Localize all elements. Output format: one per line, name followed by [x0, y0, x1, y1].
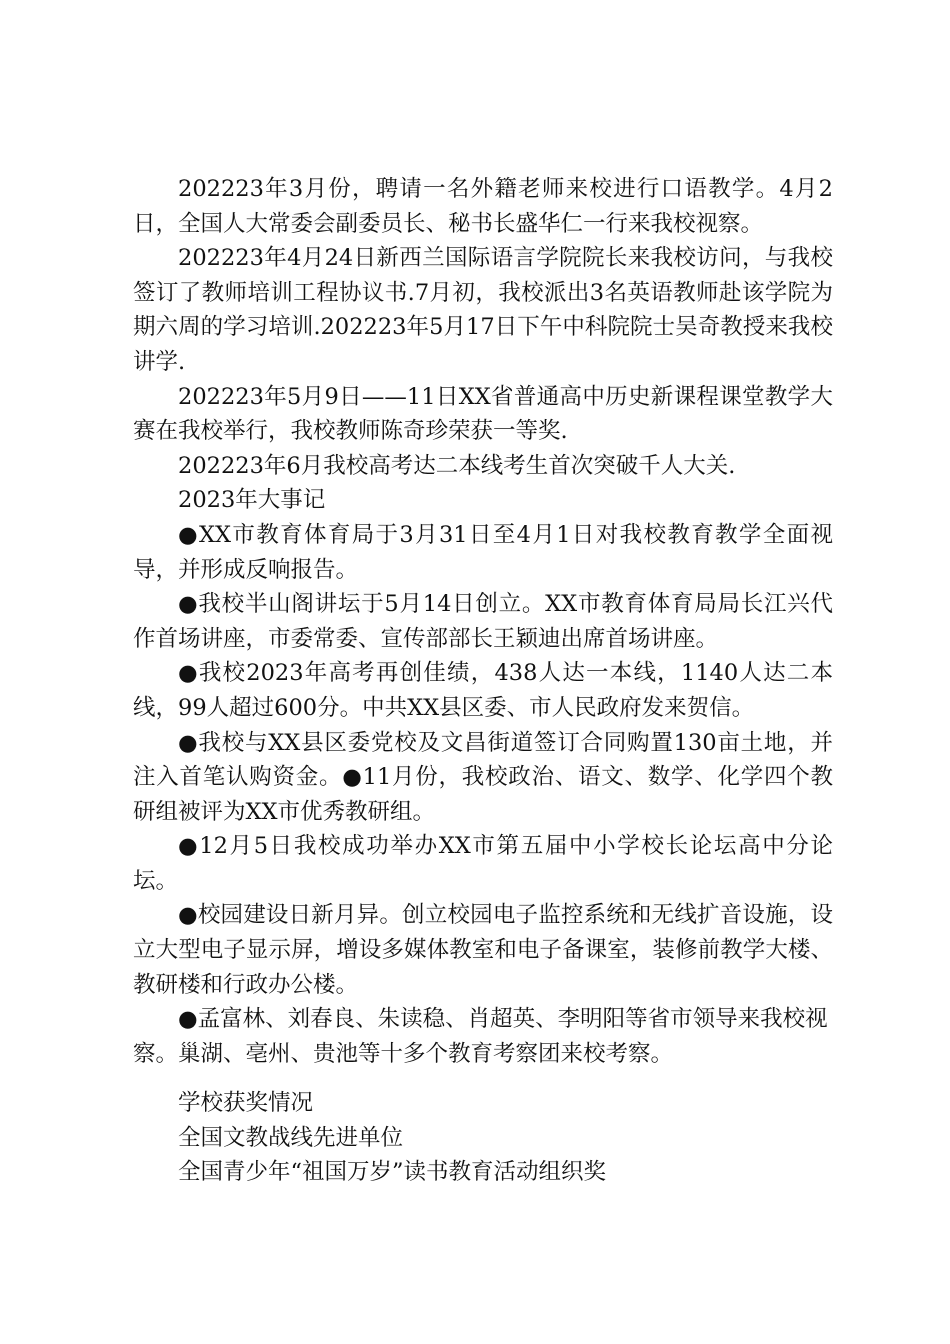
award-item-2: 全国青少年“祖国万岁”读书教育活动组织奖: [178, 1159, 607, 1186]
document-body: [133, 172, 833, 1071]
event-item-6: ●校园建设日新月异。创立校园电子监控系统和无线扩音设施，设立大型电子显示屏，增设多媒体教室和电子备课室，装修前教学大楼、教研楼和行政办公楼。: [133, 902, 833, 998]
paragraph-3: 202223年5月9日——11日XX省普通高中历史新课程课堂教学大赛在我校举行，我校教师陈奇珍荣获一等奖.: [133, 383, 833, 445]
event-item-7: ●孟富林、刘春良、朱读稳、肖超英、李明阳等省市领导来我校视察。巢湖、亳州、贵池等十多个教育考察团来校考察。: [133, 1006, 828, 1067]
event-item-3: ●我校2023年高考再创佳绩，438人达一本线，1140人达二本线，99人超过600分。中共XX县区委、市人民政府发来贺信。: [133, 660, 833, 721]
award-item-1: 全国文教战线先进单位: [178, 1124, 404, 1151]
event-item-4: ●我校与XX县区委党校及文昌街道签订合同购置130亩土地，并注入首笔认购资金。●11月份，我校政治、语文、数学、化学四个教研组被评为XX市优秀教研组。: [133, 729, 833, 825]
event-item-2: ●我校半山阁讲坛于5月14日创立。XX市教育体育局局长江兴代作首场讲座，市委常委、宣传部部长王颖迪出席首场讲座。: [133, 591, 833, 652]
event-item-1: ●XX市教育体育局于3月31日至4月1日对我校教育教学全面视导，并形成反响报告。: [133, 521, 833, 583]
paragraph-1: 202223年3月份，聘请一名外籍老师来校进行口语教学。4月2日，全国人大常委会副委员长、秘书长盛华仁一行来我校视察。: [133, 176, 833, 237]
awards-section: [133, 1086, 833, 1190]
event-item-5: ●12月5日我校成功举办XX市第五届中小学校长论坛高中分论坛。: [133, 833, 833, 894]
paragraph-2: 202223年4月24日新西兰国际语言学院院长来我校访问，与我校签订了教师培训工程协议书.7月初，我校派出3名英语教师赴该学院为期六周的学习培训.202223年5月17日下午中科院院士吴奇教授来我校讲学.: [133, 245, 833, 375]
section-heading-2023-events: 2023年大事记: [178, 487, 326, 514]
awards-heading: 学校获奖情况: [178, 1090, 314, 1116]
paragraph-4: 202223年6月我校高考达二本线考生首次突破千人大关.: [178, 452, 736, 479]
